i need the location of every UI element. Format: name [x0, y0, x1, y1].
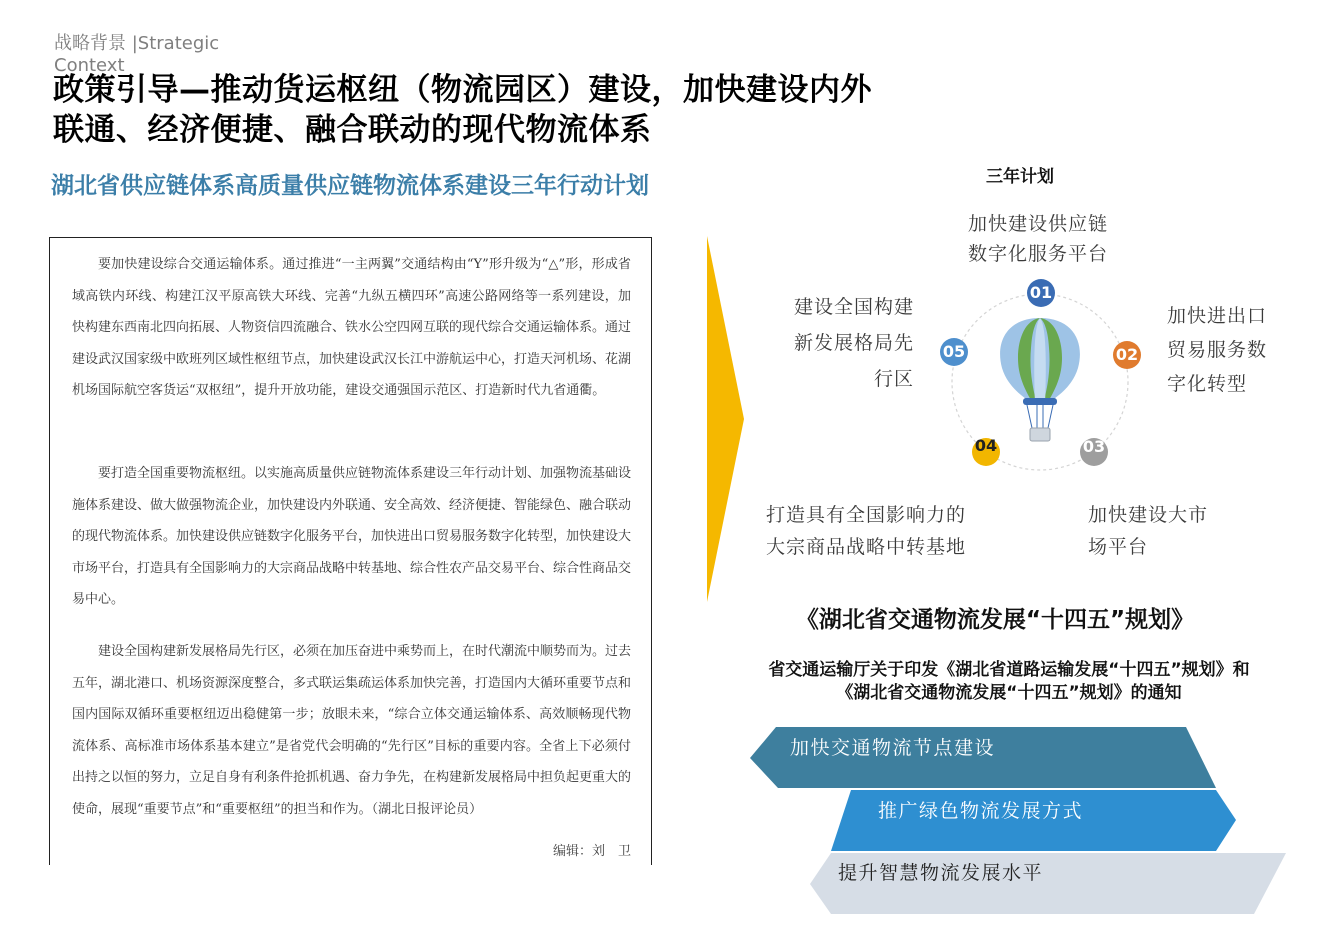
plan-item-02-line3: 字化转型 — [1167, 373, 1248, 395]
notice-title — [726, 659, 1292, 705]
page-title — [53, 70, 1013, 150]
plan-item-04-line2: 大宗商品战略中转基地 — [766, 536, 967, 558]
ribbon-label-2: 推广绿色物流发展方式 — [878, 800, 1084, 822]
plan-item-02-text — [1167, 299, 1287, 401]
hot-air-balloon-icon — [985, 310, 1095, 450]
plan-item-05-line1: 建设全国构建 — [793, 296, 914, 318]
plan-14th-title: 《湖北省交通物流发展“十四五”规划》 — [795, 607, 1195, 633]
document-excerpt — [49, 237, 652, 865]
plan-item-04-text — [766, 499, 1006, 563]
plan-badge-04: 04 — [972, 438, 1000, 466]
page-subtitle: 湖北省供应链体系高质量供应链物流体系建设三年行动计划 — [51, 173, 649, 199]
plan-badge-03: 03 — [1080, 438, 1108, 466]
plan-item-03-text — [1088, 499, 1238, 563]
section-tag: 战略背景 |Strategic Context — [54, 33, 220, 76]
plan-item-04-line1: 打造具有全国影响力的 — [766, 504, 967, 526]
ribbon-label-1: 加快交通物流节点建设 — [790, 737, 996, 759]
ribbon-label-3: 提升智慧物流发展水平 — [838, 862, 1044, 884]
notice-line1: 省交通运输厅关于印发《湖北省道路运输发展“十四五”规划》和 — [768, 660, 1250, 680]
plan-item-01-line1: 加快建设供应链 — [967, 213, 1108, 235]
plan-item-02-line2: 贸易服务数 — [1167, 339, 1268, 361]
plan-item-02-line1: 加快进出口 — [1167, 305, 1268, 327]
notice-line2: 《湖北省交通物流发展“十四五”规划》的通知 — [836, 683, 1182, 703]
page-title-line1: 政策引导—推动货运枢纽（物流园区）建设，加快建设内外 — [53, 72, 872, 108]
doc-paragraph-3: 建设全国构建新发展格局先行区，必须在加压奋进中乘势而上，在时代潮流中顺势而为。过去五年，湖北港口、机场资源深度整合，多式联运集疏运体系加快完善，打造国内大循环重要节点和国内国际双循环重要枢纽迈出稳健第一步；放眼未来，“综合立体交通运输体系、高效顺畅现代物流体系、高标准市场体系基本建立”是省党代会明确的“先行区”目标的重要内容。全省上下必须付出持之以恒的努力，立足自身有利条件抢抓机遇、奋力争先，在构建新发展格局中担负起更重大的使命，展现“重要节点”和“重要枢纽”的担当和作为。（湖北日报评论员） — [72, 644, 632, 817]
plan-item-03-line2: 场平台 — [1088, 536, 1149, 558]
plan-item-01-text — [958, 209, 1118, 269]
plan-item-05-line3: 行区 — [873, 368, 914, 390]
plan-item-05-text — [756, 289, 914, 397]
arrow-right-icon — [706, 236, 746, 602]
plan-badge-01: 01 — [1027, 279, 1055, 307]
doc-paragraph-1: 要加快建设综合交通运输体系。通过推进“一主两翼”交通结构由“Y”形升级为“△”形，形成省域高铁内环线、构建江汉平原高铁大环线、完善“九纵五横四环”高速公路网络等一系列建设，加快构建东西南北四向拓展、人物资信四流融合、铁水公空四网互联的现代综合交通运输体系。通过建设武汉国家级中欧班列区域性枢纽节点，加快建设武汉长江中游航运中心，打造天河机场、花湖机场国际航空客货运“双枢纽”，提升开放功能，建设交通强国示范区、打造新时代九省通衢。 — [72, 257, 632, 398]
plan-item-03-line1: 加快建设大市 — [1088, 504, 1209, 526]
doc-paragraph-2: 要打造全国重要物流枢纽。以实施高质量供应链物流体系建设三年行动计划、加强物流基础设施体系建设、做大做强物流企业，加快建设内外联通、安全高效、经济便捷、智能绿色、融合联动的现代物流体系。加快建设供应链数字化服务平台，加快进出口贸易服务数字化转型，加快建设大市场平台，打造具有全国影响力的大宗商品战略中转基地、综合性农产品交易平台、综合性商品交易中心。 — [72, 466, 632, 607]
plan-title: 三年计划 — [986, 167, 1054, 187]
page-title-line2: 联通、经济便捷、融合联动的现代物流体系 — [53, 112, 652, 148]
plan-item-01-line2: 数字化服务平台 — [967, 243, 1108, 265]
doc-editor: 编辑：刘 卫 — [552, 843, 631, 859]
plan-badge-05: 05 — [940, 338, 968, 366]
plan-item-05-line2: 新发展格局先 — [793, 332, 914, 354]
plan-badge-02: 02 — [1113, 341, 1141, 369]
